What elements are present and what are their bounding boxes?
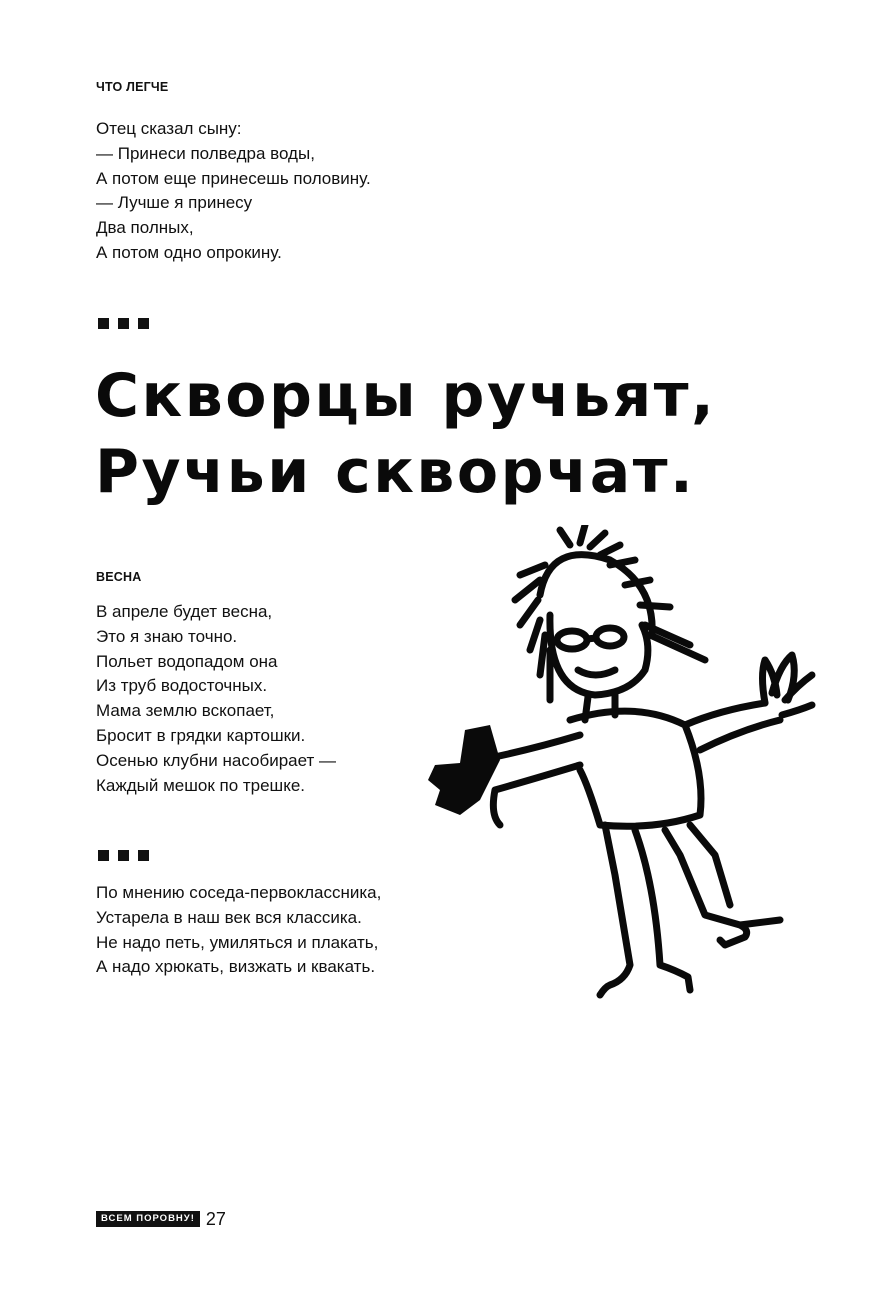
poem-line: Не надо петь, умиляться и плакать, — [96, 932, 379, 952]
poem-line: Отец сказал сыну: — [96, 119, 242, 138]
torso — [570, 711, 701, 826]
poem-line: Два полных, — [96, 218, 194, 238]
section-divider-dots — [98, 318, 149, 329]
poem-line: В апреле будет весна, — [96, 602, 273, 621]
right-foot — [740, 920, 780, 925]
poem-line: Мама землю вскопает, — [96, 701, 275, 721]
book-title-badge: ВСЕМ ПОРОВНУ! — [96, 1211, 200, 1227]
page-footer — [96, 1209, 226, 1229]
poem-line: Польет водопадом она — [96, 651, 278, 671]
pistol — [428, 725, 500, 815]
divider-dot — [98, 318, 109, 329]
mouth — [578, 670, 615, 675]
left-arm-lower — [493, 765, 580, 825]
poem-line: Устарела в наш век вся классика. — [96, 907, 362, 927]
right-eye — [596, 628, 624, 646]
section-divider-dots — [98, 850, 149, 861]
divider-dot — [118, 850, 129, 861]
divider-dot — [118, 318, 129, 329]
poem-line: А потом еще принесешь половину. — [96, 168, 371, 188]
divider-dot — [138, 318, 149, 329]
tongue-twister-line: Ручьи скворчат. — [95, 437, 696, 507]
glasses-bridge — [587, 638, 596, 639]
right-arm-upper — [685, 703, 765, 725]
hair-top — [540, 555, 652, 635]
child-drawing-figure — [420, 525, 820, 1015]
poem-line: А потом одно опрокину. — [96, 242, 282, 262]
poem-vesna — [96, 600, 336, 798]
head-outline — [550, 615, 648, 695]
poem-line: Бросит в грядки картошки. — [96, 725, 306, 745]
poem-klassika — [96, 881, 381, 980]
poem-line: По мнению соседа-первоклассника, — [96, 883, 382, 902]
left-leg-outer — [600, 825, 630, 995]
poem-line: — Принеси полведра воды, — [96, 143, 315, 163]
pistol-body — [428, 725, 500, 815]
poem-title-chto-legche: ЧТО ЛЕГЧЕ — [96, 80, 169, 94]
tongue-twister-line: Скворцы ручьят, — [95, 361, 717, 431]
left-eye — [557, 631, 587, 649]
finger — [782, 705, 812, 715]
poem-title-vesna: ВЕСНА — [96, 570, 142, 584]
right-arm-lower — [700, 720, 780, 750]
divider-dot — [98, 850, 109, 861]
tongue-twister-title — [95, 358, 716, 510]
page-number: 27 — [205, 1209, 226, 1229]
divider-dot — [138, 850, 149, 861]
poem-chto-legche — [96, 117, 371, 266]
poem-line: А надо хрюкать, визжать и квакать. — [96, 957, 376, 977]
poem-line: — Лучше я принесу — [96, 193, 253, 213]
poem-line: Это я знаю точно. — [96, 626, 238, 646]
poem-line: Из труб водосточных. — [96, 676, 268, 696]
poem-line: Каждый мешок по трешке. — [96, 775, 306, 795]
poem-line: Осенью клубни насобирает — — [96, 750, 337, 770]
